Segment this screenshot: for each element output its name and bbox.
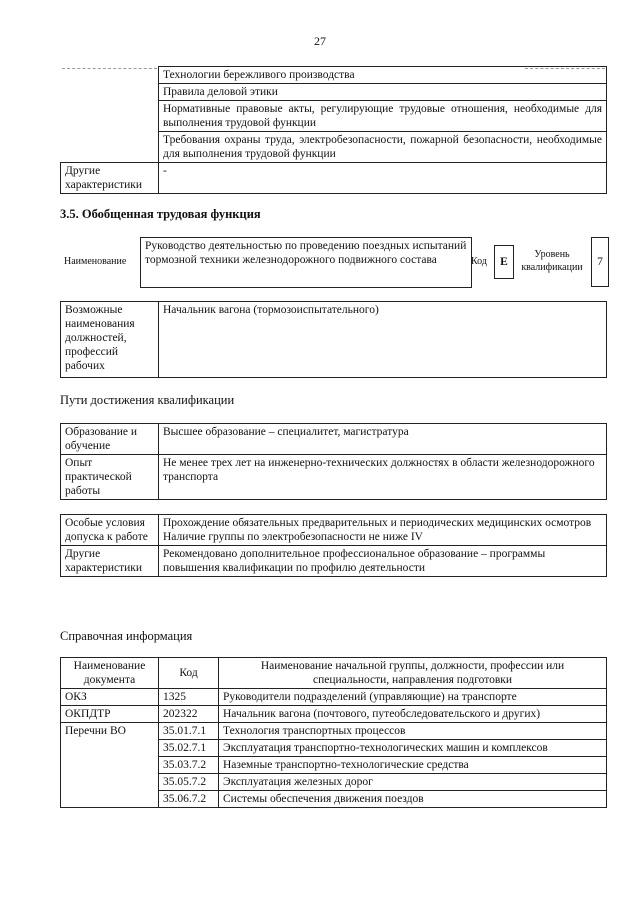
- special-conditions-value: [159, 515, 607, 546]
- code-value: E: [494, 245, 514, 279]
- experience-label: Опыт практической работы: [61, 455, 159, 500]
- reference-table: [60, 657, 607, 808]
- knowledge-label-cell: [61, 67, 159, 163]
- positions-value: Начальник вагона (тормозоиспытательного): [159, 302, 607, 378]
- ref-code: 35.05.7.2: [159, 774, 219, 791]
- ref-doc: ОКЗ: [61, 689, 159, 706]
- page-number: 27: [314, 34, 326, 48]
- level-label: Уровень квалификации: [521, 249, 583, 273]
- ref-code: 35.03.7.2: [159, 757, 219, 774]
- ref-code: 35.01.7.1: [159, 723, 219, 740]
- ref-doc: Перечни ВО: [61, 723, 159, 808]
- knowledge-row: Правила деловой этики: [159, 84, 607, 101]
- conditions-table: [60, 514, 607, 577]
- ref-header-code: Код: [159, 658, 219, 689]
- ref-header-name: Наименование начальной группы, должности, профессии или специальности, направления подготовки: [219, 658, 607, 689]
- ref-name: Эксплуатация железных дорог: [219, 774, 607, 791]
- function-name: Руководство деятельностью по проведению поездных испытаний тормозной техники железнодорожного подвижного состава: [140, 237, 472, 288]
- ref-code: 202322: [159, 706, 219, 723]
- ref-name: Начальник вагона (почтового, путеобследовательского и других): [219, 706, 607, 723]
- knowledge-row: Нормативные правовые акты, регулирующие трудовые отношения, необходимые для выполнения трудовой функции: [159, 101, 607, 132]
- ref-name: Наземные транспортно-технологические средства: [219, 757, 607, 774]
- ref-header-doc: Наименование документа: [61, 658, 159, 689]
- other-value: Рекомендовано дополнительное профессиональное образование – программы повышения квалификации по профилю деятельности: [159, 546, 607, 577]
- code-label: Код: [471, 256, 487, 267]
- ref-name: Руководители подразделений (управляющие) на транспорте: [219, 689, 607, 706]
- experience-value: Не менее трех лет на инженерно-технических должностях в области железнодорожного транспорта: [159, 455, 607, 500]
- condition-line: Наличие группы по электробезопасности не ниже IV: [163, 531, 423, 543]
- ref-name: Технология транспортных процессов: [219, 723, 607, 740]
- name-label: Наименование: [64, 256, 127, 267]
- positions-label: Возможные наименования должностей, профессий рабочих: [61, 302, 159, 378]
- ref-code: 35.06.7.2: [159, 791, 219, 808]
- special-conditions-label: Особые условия допуска к работе: [61, 515, 159, 546]
- condition-line: Прохождение обязательных предварительных и периодических медицинских осмотров: [163, 517, 592, 529]
- other-label: Другие характеристики: [61, 546, 159, 577]
- qualification-table: [60, 423, 607, 500]
- other-characteristics-value: -: [159, 163, 607, 194]
- education-value: Высшее образование – специалитет, магистратура: [159, 424, 607, 455]
- qualification-title: Пути достижения квалификации: [60, 393, 235, 407]
- ref-code: 35.02.7.1: [159, 740, 219, 757]
- knowledge-table: [60, 66, 607, 194]
- ref-name: Эксплуатация транспортно-технологических машин и комплексов: [219, 740, 607, 757]
- other-characteristics-label: Другие характеристики: [61, 163, 159, 194]
- ref-code: 1325: [159, 689, 219, 706]
- reference-title: Справочная информация: [60, 629, 193, 643]
- knowledge-row: Требования охраны труда, электробезопасности, пожарной безопасности, необходимые для выполнения трудовой функции: [159, 132, 607, 163]
- education-label: Образование и обучение: [61, 424, 159, 455]
- section-title: 3.5. Обобщенная трудовая функция: [60, 207, 261, 221]
- knowledge-row: Технологии бережливого производства: [159, 67, 607, 84]
- positions-table: [60, 301, 607, 378]
- ref-doc: ОКПДТР: [61, 706, 159, 723]
- level-value: 7: [591, 237, 609, 287]
- ref-name: Системы обеспечения движения поездов: [219, 791, 607, 808]
